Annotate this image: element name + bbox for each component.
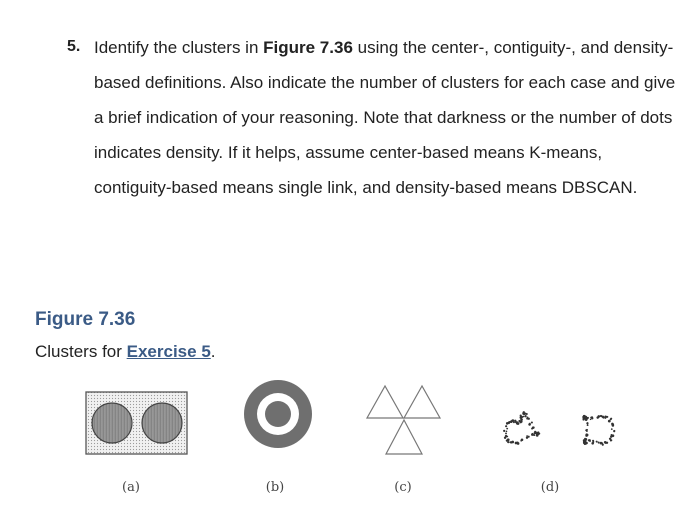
exercise-5: [60, 30, 680, 205]
panel-label-d: (d): [540, 480, 560, 495]
panel-label-c: (c): [394, 480, 412, 495]
panel-c-graphic: [367, 386, 440, 454]
figure-panels: [0, 370, 700, 510]
exercise-text: [94, 30, 680, 205]
panel-b-graphic: [244, 380, 312, 448]
exercise-number: 5.: [67, 38, 81, 55]
figure-title: Figure 7.36: [35, 309, 136, 330]
panel-label-a: (a): [122, 480, 140, 495]
exercise-text-after: using the center-, contiguity-, and density-based definitions. Also indicate the number of clusters for each case and give a brief indication of your reasoning. Note that darkness or the number of dots indicates density. If it helps, assume center-based means K-means, contiguity-based means single link, and density-based means DBSCAN.: [94, 38, 676, 197]
caption-suffix: .: [210, 342, 216, 361]
exercise-link[interactable]: Exercise 5: [126, 342, 211, 361]
panel-a-graphic: [86, 392, 187, 454]
panel-label-b: (b): [265, 480, 285, 495]
figure-caption: [35, 342, 216, 362]
panel-d-graphic: [503, 411, 615, 446]
figure-reference: Figure 7.36: [263, 38, 353, 57]
exercise-text-before: Identify the clusters in: [94, 38, 264, 57]
caption-prefix: Clusters for: [35, 342, 127, 361]
